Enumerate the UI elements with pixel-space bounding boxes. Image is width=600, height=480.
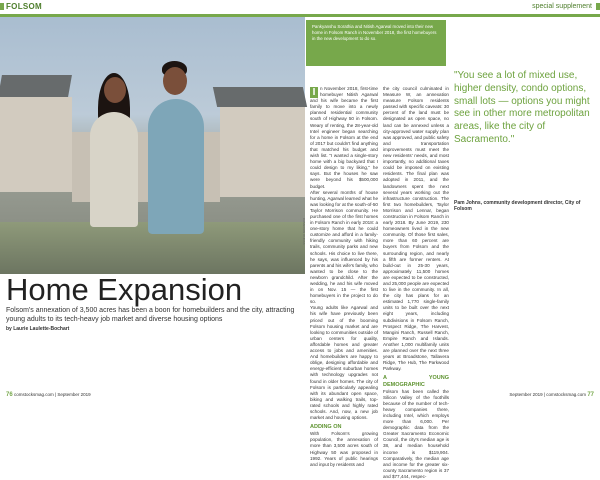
pull-quote: "You see a lot of mixed use, higher density, condo options, small lots — options you might see in other more metropolitan areas, like the city of Sacramento."	[454, 70, 590, 145]
paragraph: Young adults like Agarwal and his wife have previously been priced out of the booming Folsom housing market and are looking to communities outside of urban centers for quality, affordable homes and greater access to jobs and amenities. And homebuilders are happy to oblige, designing affordable and energy-efficient suburban homes with technology upgrades not found in older homes. The city of Folsom is particularly appealing with its abundant open space, biking and walking trails, top-rated schools and highly rated schools. And, now, a new job market and housing options.	[310, 305, 378, 421]
page-number-right: 77	[587, 392, 594, 398]
drop-cap: I	[310, 87, 318, 98]
supplement-label: special supplement	[532, 3, 592, 10]
byline: by Laurie Laulette-Bochart	[6, 326, 70, 332]
article-title: Home Expansion	[6, 272, 243, 307]
footer-right-text: September 2019 | comstocksmag.com	[509, 392, 587, 397]
photo-credit: CAMERON DUCAS	[302, 218, 306, 245]
header-marker-right	[596, 3, 600, 10]
pull-quote-credit	[454, 200, 591, 212]
header-marker-left	[0, 3, 4, 10]
page-number-left: 76	[6, 392, 13, 398]
article-deck: Folsom's annexation of 3,500 acres has been a boon for homebuilders and the city, attracting young adults to its tech-heavy job market and diverse housing options	[6, 307, 295, 324]
body-column-1	[310, 86, 378, 467]
paragraph: Folsom has been called the Silicon Valley of the foothills because of the number of tech-heavy companies there, including Intel, which employs more than 6,000. Per demographic data from the Greater Sacramento Economic Council, the city's median age is 38, and median household income is $119,904. Comparatively, the median age and income for the greater six-county Sacramento region is 37 and $77,444, respec-	[383, 388, 449, 479]
footer-left-text: comstocksmag.com | September 2019	[13, 392, 91, 397]
subhead-young-demographic: A YOUNG DEMOGRAPHIC	[383, 375, 449, 388]
header-bar	[0, 0, 600, 14]
paragraph: After several months of house hunting, Agarwal learned what he was looking for at the south-of-50 Taylor Morrison community. He purchased one of the first homes in Folsom Ranch in early 2018: a one-story home that he could customize and afford in a family-friendly community with hiking trails, community parks and new schools. His choice to live there, he says, was influenced by his parents and his wife's family, who wanted to be close to the newborn grandchild. After the wedding, he and his wife moved in on Nov. 15 — the first homebuyers in the project to do so.	[310, 189, 378, 305]
paragraph: the city council culminated in Measure W, an annexation measure Folsom residents passed with specific caveats: 30 percent of the land must be designated as open space, no land can be annexed unless a city-approved water supply plan was approved, and public safety and transportation improvements must meet the new residents' needs, and most importantly, no additional taxes could be imposed on existing residents. The final plan was adopted in 2011, and the landowners spent the next several years working out the infrastructure construction. The first two homebuilders, Taylor Morrison and Lennar, began construction in Folsom Ranch in early 2018. By June 2019, 230 homeowners lived in the new community. Of those first sales, more than 60 percent are buyers from Folsom and the surrounding region, and nearly a fifth are former renters. At build-out in 25-30 years, approximately 11,500 homes are expected to be constructed, and 25,000 people are expected to live in the community. In all, the city has plans for an estimated 1,770 single-family units to be built over the next eight years, including subdivisions in Folsom Ranch, Prospect Ridge, The Harvest, Mangini Ranch, Russell Ranch, Empire Ranch and Islands. Another 1,000 multifamily units are planned over the next three years at Broadstone, Tallavera Ridge, The Hub, The Parkwood Parkway.	[383, 86, 449, 372]
photo-caption: Pankyanshu Sorathia and Nitish Agarwal moved into their new home in Folsom Ranch in November 2018, the first homebuyers in the new development to do so.	[306, 20, 446, 66]
footer-left	[6, 392, 91, 398]
subhead-adding-on: ADDING ON	[310, 424, 342, 431]
paragraph: With Folsom's growing population, the annexation of more than 3,500 acres south of Highway 50 was proposed in 1992. Years of public hearings and input by residents and	[310, 431, 378, 467]
paragraph: n November 2018, first-time homebuyer Nitish Agarwal and his wife became the first family to move into a newly planned residential community south of Highway 50 in Folsom. Weary of renting, the 28-year-old Intel engineer began searching for a home in Folsom at the end of 2017 but couldn't find anything that matched his budget and wish list. "I wanted a single-story home with a big backyard that I could design to my liking," he says. But the houses he saw were beyond his $500,000 budget.	[310, 86, 378, 189]
body-column-2	[383, 86, 449, 479]
pull-quote-credit-name: Pam Johns, community development director, City of Folsom	[454, 200, 581, 213]
section-label: FOLSOM	[6, 2, 43, 11]
footer-right	[509, 392, 594, 398]
couple-photo	[0, 17, 305, 274]
